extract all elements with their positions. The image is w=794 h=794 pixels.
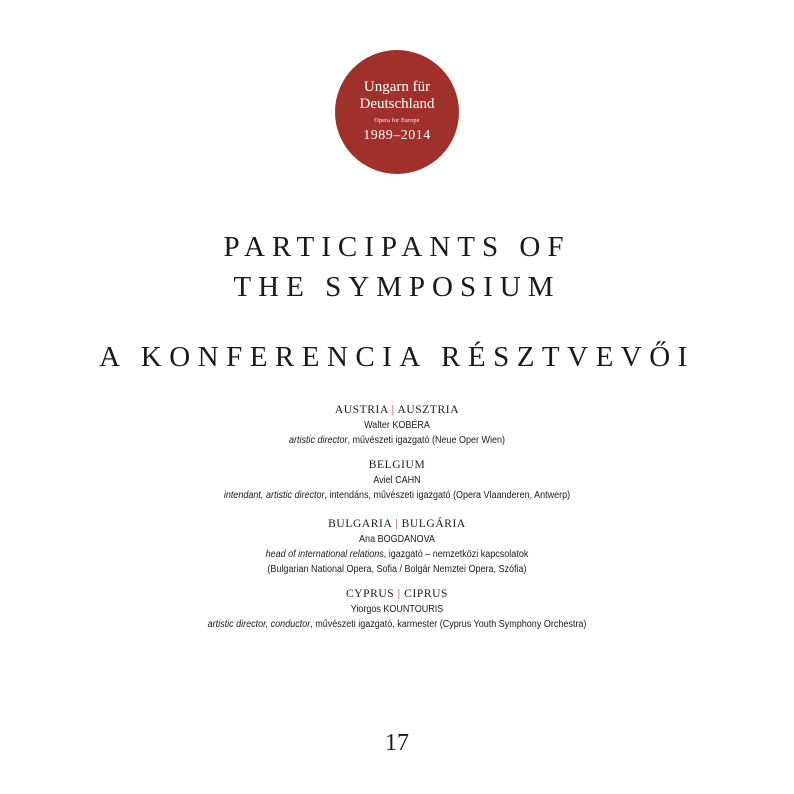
country-en: CYPRUS (345, 588, 395, 600)
role-italic: artistic director (288, 435, 348, 446)
country-hu: CIPRUS (404, 588, 449, 600)
participant-role (40, 433, 755, 448)
heading-hungarian: A KONFERENCIA RÉSZTVEVŐI (99, 341, 695, 373)
badge-years: 1989–2014 (363, 128, 431, 143)
badge-line-3: Opera for Europe (374, 118, 420, 124)
participant-name: Ana BOGDANOVA (359, 534, 435, 545)
country-hu: BULGÁRIA (401, 518, 466, 530)
country-label (0, 517, 794, 532)
country-separator: | (397, 588, 401, 600)
role-italic: artistic director, conductor (207, 619, 311, 630)
country-en: BELGIUM (368, 459, 426, 471)
role-italic: head of international relations (265, 549, 384, 560)
badge-line-1: Ungarn für (363, 79, 431, 95)
participant-role (40, 488, 755, 503)
country-label (0, 587, 794, 602)
country-en: BULGARIA (328, 518, 392, 530)
country-label (0, 458, 794, 473)
country-separator: | (391, 404, 395, 416)
participant-entry (0, 458, 794, 503)
participant-name: Walter KOBÉRA (364, 420, 430, 431)
participant-role (40, 547, 755, 562)
country-en: AUSTRIA (334, 404, 389, 416)
country-label (0, 403, 794, 418)
role-rest: , intendáns, művészeti igazgató (Opera Vlaanderen, Antwerp) (324, 490, 571, 501)
participant-entry (0, 517, 794, 577)
page-number: 17 (385, 730, 409, 756)
role-italic: intendant, artistic director (223, 490, 325, 501)
participant-affiliation: (Bulgarian National Opera, Sofia / Bolgár Nemztei Opera, Szófia) (267, 564, 527, 575)
role-rest: , művészeti igazgató (Neue Oper Wien) (347, 435, 506, 446)
participants-list (0, 403, 794, 642)
role-rest: , igazgató – nemzetközi kapcsolatok (383, 549, 529, 560)
logo-badge (335, 50, 459, 174)
participant-entry (0, 587, 794, 632)
role-rest: , művészeti igazgató, karmester (Cyprus Youth Symphony Orchestra) (310, 619, 587, 630)
heading-line-1: PARTICIPANTS OF (223, 231, 571, 263)
participant-entry (0, 403, 794, 448)
country-hu: AUSZTRIA (397, 404, 460, 416)
participant-name: Aviel CAHN (373, 475, 421, 486)
participant-name: Yiorgos KOUNTOURIS (350, 604, 444, 615)
heading-line-2: THE SYMPOSIUM (233, 271, 561, 303)
participant-role (40, 617, 755, 632)
country-separator: | (395, 518, 399, 530)
badge-line-2: Deutschland (359, 96, 435, 112)
